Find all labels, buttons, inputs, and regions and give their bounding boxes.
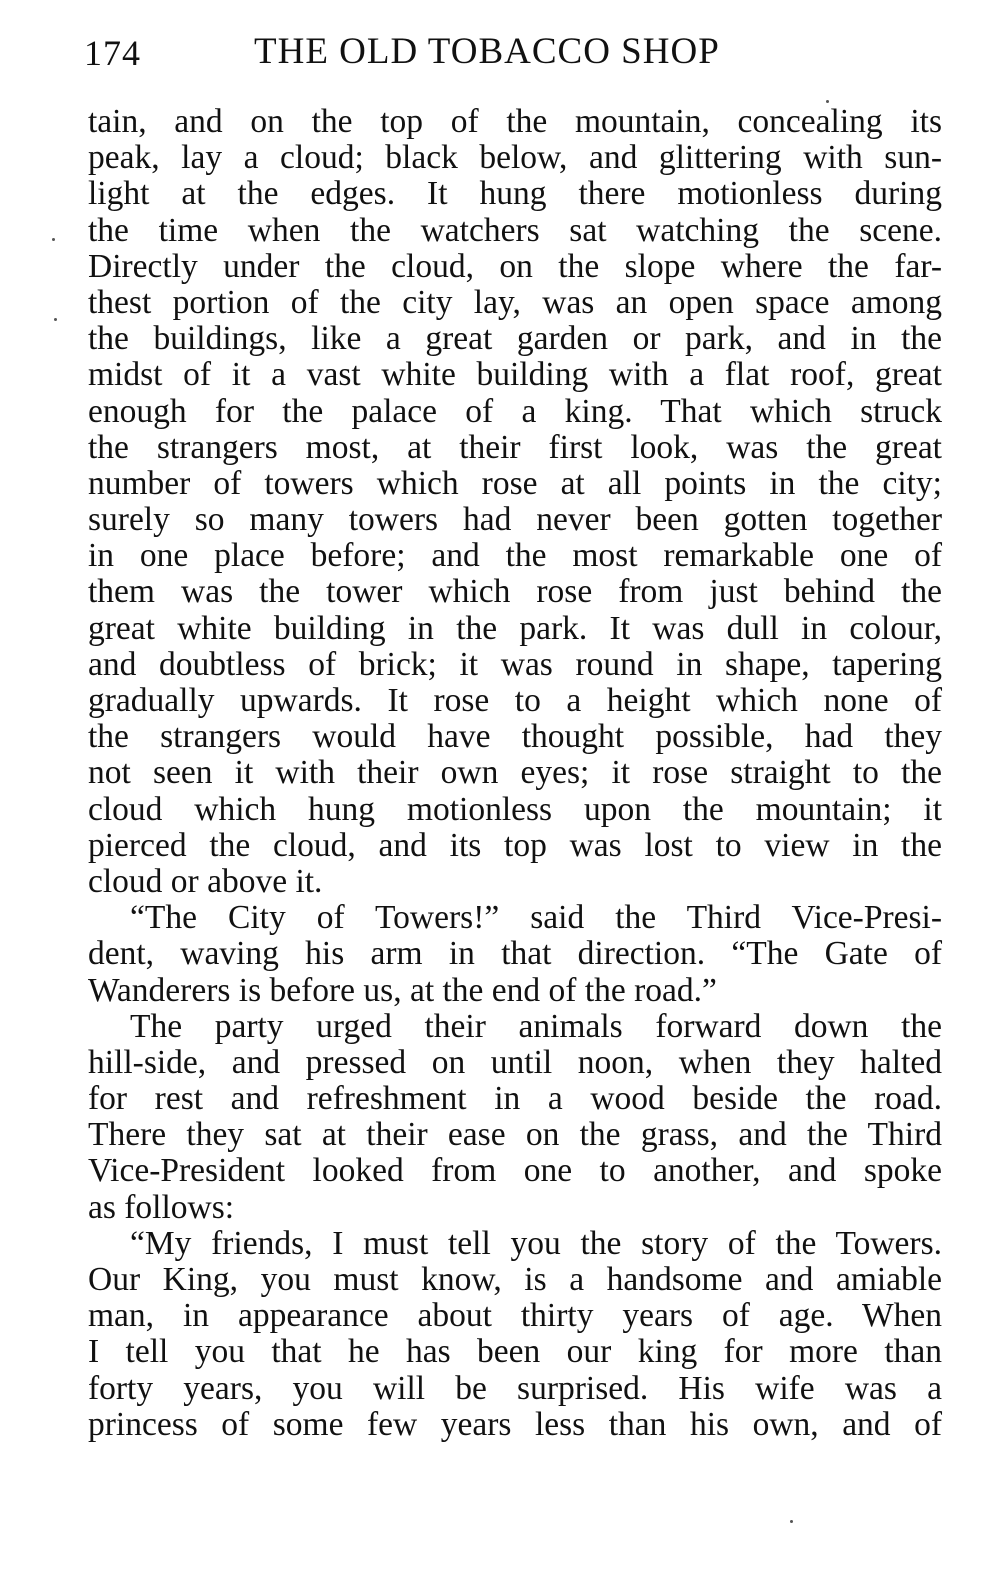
text-line: in one place before; and the most remarkable one of	[88, 537, 942, 575]
text-line: cloud or above it.	[88, 862, 323, 900]
text-line: the strangers most, at their first look, was the great	[88, 428, 942, 466]
text-line: and doubtless of brick; it was round in shape, tapering	[88, 645, 942, 683]
text-line: dent, waving his arm in that direction. “The Gate of	[88, 935, 942, 973]
print-speck	[52, 238, 55, 241]
text-line: as follows:	[88, 1188, 235, 1226]
page-number: 174	[84, 33, 141, 73]
text-line: forty years, you will be surprised. His wife was a	[88, 1369, 942, 1407]
print-speck	[826, 100, 829, 103]
text-line: thest portion of the city lay, was an open space among	[88, 283, 942, 321]
text-line: “My friends, I must tell you the story of the Towers.	[130, 1224, 942, 1262]
text-line: I tell you that he has been our king for more than	[88, 1333, 942, 1371]
text-line: surely so many towers had never been gotten together	[88, 501, 942, 539]
print-speck	[54, 318, 57, 321]
text-line: for rest and refreshment in a wood beside the road.	[88, 1080, 942, 1118]
text-line: There they sat at their ease on the grass, and the Third	[88, 1116, 942, 1154]
text-line: number of towers which rose at all points in the city;	[88, 464, 942, 502]
text-line: great white building in the park. It was dull in colour,	[88, 609, 942, 647]
text-line: Vice-President looked from one to another, and spoke	[88, 1152, 942, 1190]
text-line: gradually upwards. It rose to a height which none of	[88, 682, 942, 719]
body-text	[88, 104, 942, 1443]
text-line: tain, and on the top of the mountain, concealing its	[88, 103, 942, 140]
text-line: The party urged their animals forward down the	[130, 1007, 942, 1045]
print-speck	[790, 1520, 793, 1523]
text-line: peak, lay a cloud; black below, and glittering with sun-	[88, 139, 942, 177]
text-line: Wanderers is before us, at the end of the road.”	[88, 971, 717, 1009]
text-line: the strangers would have thought possible, had they	[88, 718, 942, 756]
text-line: hill-side, and pressed on until noon, when they halted	[88, 1043, 942, 1081]
text-line: the buildings, like a great garden or park, and in the	[88, 320, 942, 358]
text-line: midst of it a vast white building with a flat roof, great	[88, 356, 942, 394]
text-line: Our King, you must know, is a handsome and amiable	[88, 1261, 942, 1298]
text-line: “The City of Towers!” said the Third Vice-Presi-	[130, 899, 942, 937]
text-line: cloud which hung motionless upon the mountain; it	[88, 790, 942, 828]
text-line: enough for the palace of a king. That which struck	[88, 392, 942, 430]
text-line: light at the edges. It hung there motionless during	[88, 175, 942, 213]
text-line: not seen it with their own eyes; it rose straight to the	[88, 754, 942, 792]
text-line: the time when the watchers sat watching the scene.	[88, 211, 942, 249]
text-line: them was the tower which rose from just behind the	[88, 573, 942, 611]
running-title: THE OLD TOBACCO SHOP	[254, 31, 720, 72]
running-head	[84, 26, 944, 76]
text-line: pierced the cloud, and its top was lost to view in the	[88, 826, 942, 864]
text-line: Directly under the cloud, on the slope where the far-	[88, 247, 942, 285]
text-line: man, in appearance about thirty years of age. When	[88, 1297, 942, 1335]
text-line: princess of some few years less than his own, and of	[88, 1405, 942, 1443]
